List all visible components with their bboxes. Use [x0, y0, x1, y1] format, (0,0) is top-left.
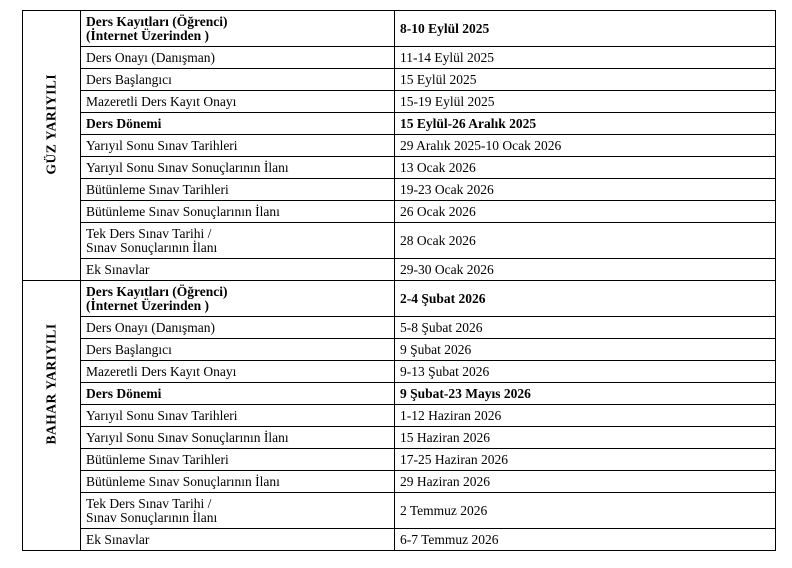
- activity-cell: Ders Başlangıcı: [81, 69, 395, 91]
- table-row: [23, 383, 776, 405]
- table-row: [23, 493, 776, 529]
- activity-cell: Ders Dönemi: [81, 383, 395, 405]
- activity-cell: Mazeretli Ders Kayıt Onayı: [81, 361, 395, 383]
- activity-cell: Bütünleme Sınav Sonuçlarının İlanı: [81, 471, 395, 493]
- table-row: [23, 113, 776, 135]
- date-cell: 13 Ocak 2026: [395, 157, 776, 179]
- calendar-table: [22, 10, 776, 551]
- table-row: [23, 405, 776, 427]
- table-row: [23, 201, 776, 223]
- table-row: [23, 427, 776, 449]
- activity-cell: Ders Başlangıcı: [81, 339, 395, 361]
- table-row: [23, 317, 776, 339]
- date-cell: 5-8 Şubat 2026: [395, 317, 776, 339]
- date-cell: 15 Haziran 2026: [395, 427, 776, 449]
- date-cell: 29-30 Ocak 2026: [395, 259, 776, 281]
- semester-label: [23, 11, 81, 281]
- date-cell: 6-7 Temmuz 2026: [395, 529, 776, 551]
- table-row: [23, 157, 776, 179]
- date-cell: 28 Ocak 2026: [395, 223, 776, 259]
- date-cell: 15-19 Eylül 2025: [395, 91, 776, 113]
- date-cell: 11-14 Eylül 2025: [395, 47, 776, 69]
- table-row: [23, 11, 776, 47]
- activity-cell: Bütünleme Sınav Sonuçlarının İlanı: [81, 201, 395, 223]
- date-cell: 29 Haziran 2026: [395, 471, 776, 493]
- activity-cell: Yarıyıl Sonu Sınav Tarihleri: [81, 405, 395, 427]
- date-cell: 15 Eylül 2025: [395, 69, 776, 91]
- date-cell: 29 Aralık 2025-10 Ocak 2026: [395, 135, 776, 157]
- date-cell: 9-13 Şubat 2026: [395, 361, 776, 383]
- activity-cell: Bütünleme Sınav Tarihleri: [81, 179, 395, 201]
- activity-cell: Ders Kayıtları (Öğrenci) (İnternet Üzerinden ): [81, 11, 395, 47]
- date-cell: 17-25 Haziran 2026: [395, 449, 776, 471]
- semester-name: GÜZ YARIYILI: [43, 73, 59, 174]
- table-row: [23, 339, 776, 361]
- semester-label: [23, 281, 81, 551]
- activity-cell: Tek Ders Sınav Tarihi / Sınav Sonuçlarının İlanı: [81, 223, 395, 259]
- academic-calendar: [22, 10, 776, 551]
- date-cell: 1-12 Haziran 2026: [395, 405, 776, 427]
- activity-cell: Ek Sınavlar: [81, 259, 395, 281]
- date-cell: 2-4 Şubat 2026: [395, 281, 776, 317]
- table-row: [23, 529, 776, 551]
- activity-cell: Ders Dönemi: [81, 113, 395, 135]
- semester-name: BAHAR YARIYILI: [43, 322, 59, 444]
- date-cell: 9 Şubat-23 Mayıs 2026: [395, 383, 776, 405]
- activity-cell: Tek Ders Sınav Tarihi / Sınav Sonuçlarının İlanı: [81, 493, 395, 529]
- table-row: [23, 281, 776, 317]
- table-row: [23, 69, 776, 91]
- table-row: [23, 135, 776, 157]
- table-row: [23, 91, 776, 113]
- table-row: [23, 47, 776, 69]
- date-cell: 26 Ocak 2026: [395, 201, 776, 223]
- table-row: [23, 471, 776, 493]
- table-row: [23, 179, 776, 201]
- date-cell: 15 Eylül-26 Aralık 2025: [395, 113, 776, 135]
- table-row: [23, 361, 776, 383]
- activity-cell: Yarıyıl Sonu Sınav Tarihleri: [81, 135, 395, 157]
- table-row: [23, 259, 776, 281]
- date-cell: 2 Temmuz 2026: [395, 493, 776, 529]
- activity-cell: Yarıyıl Sonu Sınav Sonuçlarının İlanı: [81, 157, 395, 179]
- date-cell: 8-10 Eylül 2025: [395, 11, 776, 47]
- activity-cell: Yarıyıl Sonu Sınav Sonuçlarının İlanı: [81, 427, 395, 449]
- activity-cell: Ek Sınavlar: [81, 529, 395, 551]
- date-cell: 19-23 Ocak 2026: [395, 179, 776, 201]
- table-row: [23, 223, 776, 259]
- table-row: [23, 449, 776, 471]
- activity-cell: Ders Onayı (Danışman): [81, 317, 395, 339]
- activity-cell: Ders Onayı (Danışman): [81, 47, 395, 69]
- activity-cell: Ders Kayıtları (Öğrenci) (İnternet Üzerinden ): [81, 281, 395, 317]
- activity-cell: Mazeretli Ders Kayıt Onayı: [81, 91, 395, 113]
- date-cell: 9 Şubat 2026: [395, 339, 776, 361]
- activity-cell: Bütünleme Sınav Tarihleri: [81, 449, 395, 471]
- calendar-body: [23, 11, 776, 551]
